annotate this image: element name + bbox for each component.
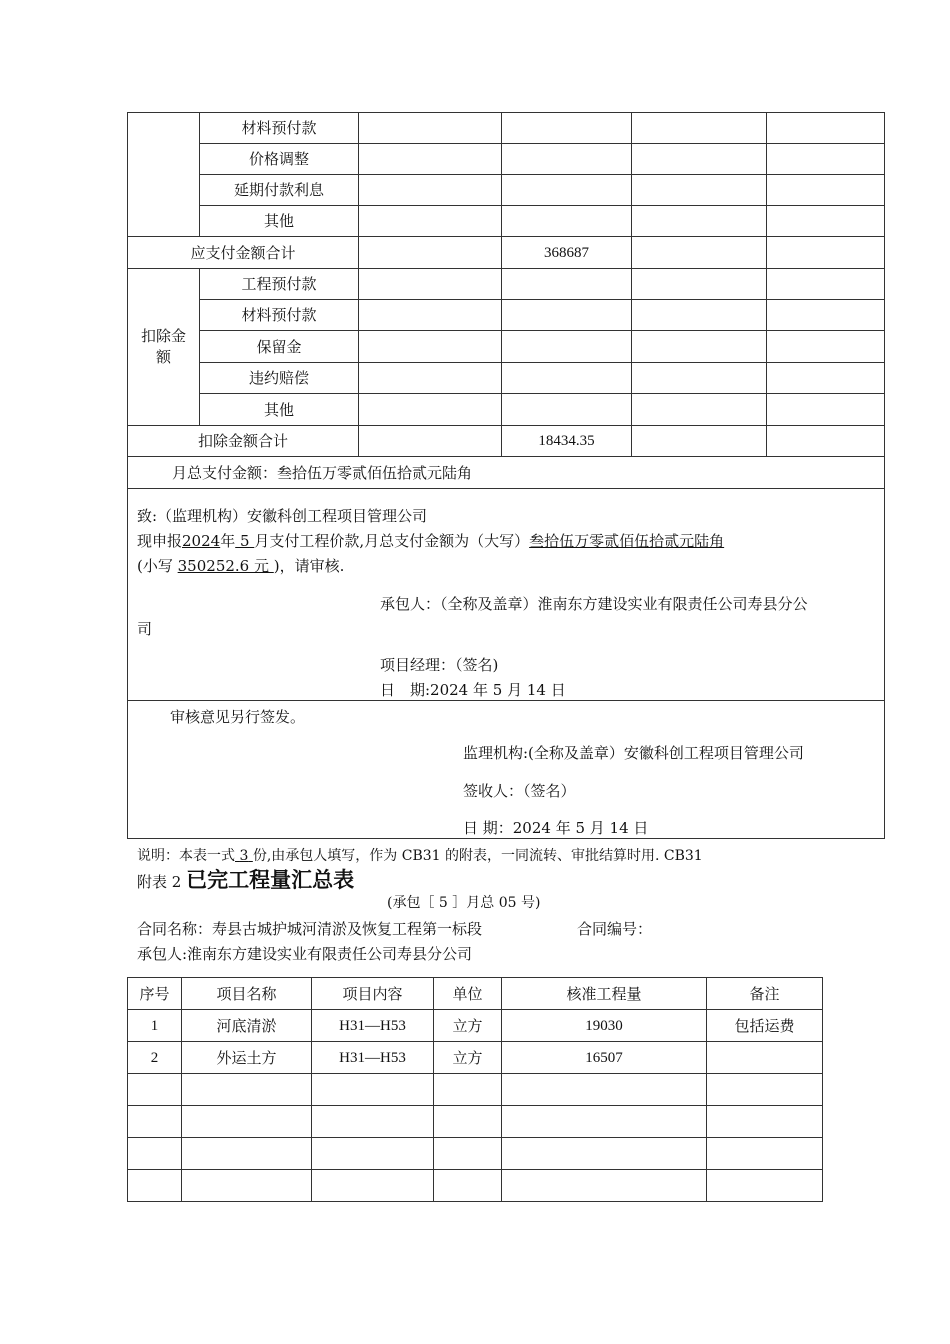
supervisor-line: 监理机构:(全称及盖章）安徽科创工程项目管理公司 (463, 744, 804, 762)
header-cell: 序号 (128, 978, 182, 1010)
monthly-total: 月总支付金额：叁拾伍万零贰佰伍拾贰元陆角 (128, 457, 885, 489)
manager-line: 项目经理：（签名) (380, 656, 499, 674)
payable-total-label: 应支付金额合计 (128, 237, 359, 269)
report-month: 5 (240, 532, 250, 550)
summary-table (127, 977, 823, 1202)
small-amount-line: (小写 350252.6 元 )，请审核. (137, 557, 345, 575)
row-label: 其他 (200, 206, 359, 237)
note-line: 说明：本表一式 3 份,由承包人填写，作为 CB31 的附表，一同流转、审批结算时用. CB31 (137, 848, 703, 864)
header-cell: 备注 (707, 978, 823, 1010)
table-row (128, 1138, 823, 1170)
report-line: 现申报2024年 5 月支付工程价款,月总支付金额为（大写）叁拾伍万零贰佰伍拾贰元陆角 (137, 532, 725, 550)
summary-subtitle: (承包［ 5 ］月总 05 号) (387, 895, 541, 911)
summary-heading (137, 864, 354, 894)
row-label: 材料预付款 (200, 113, 359, 144)
signer-line: 签收人：（签名） (463, 782, 576, 800)
contractor-line-wrap: 司 (137, 620, 153, 638)
to-line: 致:（监理机构）安徽科创工程项目管理公司 (137, 507, 428, 525)
amount-words: 叁拾伍万零贰佰伍拾贰元陆角 (529, 532, 725, 550)
summary-title: 已完工程量汇总表 (186, 868, 355, 892)
table-row: 2 外运土方 H31—H53 立方 16507 (128, 1042, 823, 1074)
row-label: 延期付款利息 (200, 175, 359, 206)
header-cell: 核准工程量 (502, 978, 707, 1010)
deduction-label: 违约赔偿 (200, 363, 359, 394)
review-date: 日 期：2024 年 5 月 14 日 (463, 819, 649, 837)
row-label: 价格调整 (200, 144, 359, 175)
header-cell: 项目内容 (312, 978, 434, 1010)
header-cell: 单位 (434, 978, 502, 1010)
deduction-total-amount: 18434.35 (502, 426, 632, 457)
table-row (128, 1170, 823, 1202)
note-copies: 3 (239, 848, 249, 864)
report-year: 2024 (182, 532, 221, 550)
deduction-label: 其他 (200, 394, 359, 426)
summary-contractor: 承包人:淮南东方建设实业有限责任公司寿县分公司 (137, 945, 473, 963)
table-row: 1 河底清淤 H31—H53 立方 19030 包括运费 (128, 1010, 823, 1042)
header-cell: 项目名称 (182, 978, 312, 1010)
deduction-label: 保留金 (200, 331, 359, 363)
payable-total-amount: 368687 (502, 237, 632, 269)
payment-table (127, 112, 885, 489)
contract-no: 合同编号： (577, 920, 653, 938)
table-row (128, 1074, 823, 1106)
deduction-label: 工程预付款 (200, 269, 359, 300)
deduction-group-label: 扣除金额 (128, 269, 200, 426)
attach-label: 附表 2 (137, 873, 182, 891)
amount-small: 350252.6 元 (177, 557, 269, 575)
contractor-line: 承包人：（全称及盖章）淮南东方建设实业有限责任公司寿县分公 (380, 595, 808, 613)
table-row (128, 1106, 823, 1138)
contract-name: 合同名称：寿县古城护城河清淤及恢复工程第一标段 (137, 920, 483, 938)
deduction-total-label: 扣除金额合计 (128, 426, 359, 457)
application-date: 日 期:2024 年 5 月 14 日 (380, 681, 566, 699)
review-opinion: 审核意见另行签发。 (170, 708, 306, 726)
group-blank-cell (128, 113, 200, 237)
deduction-label: 材料预付款 (200, 300, 359, 331)
